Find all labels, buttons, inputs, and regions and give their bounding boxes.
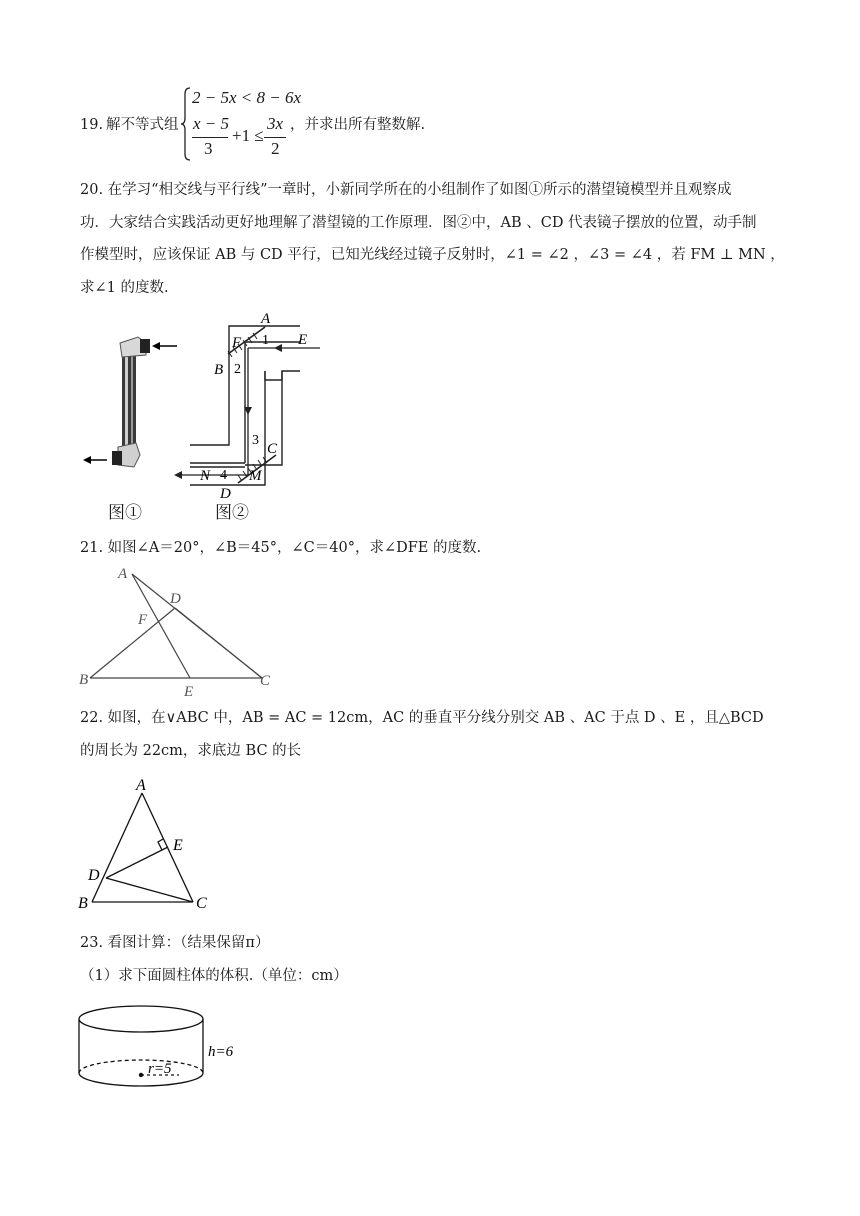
fig2-label-f: F bbox=[232, 335, 242, 351]
center-dot bbox=[139, 1073, 143, 1077]
q22-line1: 22. 如图，在∨ABC 中，AB = AC = 12cm，AC 的垂直平分线分别交 AB 、AC 于点 D 、E ，且△BCD bbox=[80, 710, 764, 726]
q19-num-left: x − 5 bbox=[193, 114, 230, 133]
q22-label-b: B bbox=[78, 895, 88, 912]
fig2-label-c: C bbox=[267, 441, 278, 457]
fig2-label-4: 4 bbox=[220, 468, 227, 483]
q20-line1: 20. 在学习“相交线与平行线”一章时，小新同学所在的小组制作了如图①所示的潜望镜模型并且观察成 bbox=[80, 182, 732, 198]
q19-tail: ，并求出所有整数解. bbox=[290, 117, 426, 133]
q23-r-label: r=5 bbox=[148, 1061, 172, 1077]
fig2-label-d: D bbox=[220, 486, 231, 500]
q23-h-label: h=6 bbox=[208, 1044, 234, 1060]
q19-line1: 2 − 5x < 8 − 6x bbox=[192, 88, 302, 107]
q21-label-a: A bbox=[118, 566, 128, 582]
q23-text: 23. 看图计算：（结果保留π） bbox=[80, 935, 270, 951]
q22-label-c: C bbox=[196, 895, 207, 912]
arrow-out bbox=[83, 456, 107, 464]
q23-sub1: （1）求下面圆柱体的体积.（单位：cm） bbox=[80, 968, 348, 984]
q22-figure bbox=[76, 775, 226, 915]
q20-line2: 功．大家结合实践活动更好地理解了潜望镜的工作原理．图②中，AB 、CD 代表镜子摆放的位置，动手制 bbox=[80, 215, 757, 231]
q21-label-b: B bbox=[79, 672, 89, 688]
fig2-label-1: 1 bbox=[262, 333, 269, 348]
fig2-label-2: 2 bbox=[234, 362, 241, 377]
q20-fig1-label: 图① bbox=[108, 503, 142, 523]
q21-text: 21. 如图∠A＝20°，∠B＝45°，∠C＝40°，求∠DFE 的度数. bbox=[80, 540, 482, 556]
q22-label-e: E bbox=[173, 837, 183, 854]
fig2-label-e: E bbox=[298, 332, 308, 348]
fig2-label-m: M bbox=[249, 468, 262, 484]
q20-line3: 作模型时，应该保证 AB 与 CD 平行，已知光线经过镜子反射时，∠1 = ∠2 ，∠3 = ∠4 ，若 FM ⊥ MN ， bbox=[80, 247, 785, 263]
q23-cylinder bbox=[74, 1003, 244, 1103]
periscope-model bbox=[112, 337, 150, 467]
q22-label-a: A bbox=[136, 777, 146, 794]
q19-number: 19. bbox=[80, 117, 104, 133]
q19-intro: 解不等式组 bbox=[106, 117, 179, 133]
q19-brace bbox=[180, 86, 192, 162]
q19-den-right: 2 bbox=[271, 139, 280, 158]
q19-den-left: 3 bbox=[204, 139, 213, 158]
fig2-label-n: N bbox=[200, 468, 211, 484]
fig2-label-b: B bbox=[214, 362, 224, 378]
q20-figure2 bbox=[170, 305, 370, 500]
q21-label-e: E bbox=[184, 684, 194, 700]
q19 bbox=[0, 0, 860, 170]
q21-label-d: D bbox=[170, 591, 181, 607]
q22-line2: 的周长为 22cm，求底边 BC 的长 bbox=[80, 743, 302, 759]
q19-frac-bar-right bbox=[264, 137, 286, 138]
fig2-label-3: 3 bbox=[252, 433, 259, 448]
q21-label-c: C bbox=[260, 673, 271, 689]
q21-figure bbox=[76, 560, 286, 700]
fig2-label-a: A bbox=[261, 311, 271, 327]
q19-num-right: 3x bbox=[267, 114, 284, 133]
q20-fig2-label: 图② bbox=[215, 503, 249, 523]
q19-frac-bar-left bbox=[192, 137, 228, 138]
q20-line4: 求∠1 的度数. bbox=[80, 280, 169, 296]
q22-label-d: D bbox=[88, 867, 100, 884]
q21-label-f: F bbox=[138, 612, 148, 628]
q19-middle: +1 ≤ bbox=[232, 126, 264, 145]
